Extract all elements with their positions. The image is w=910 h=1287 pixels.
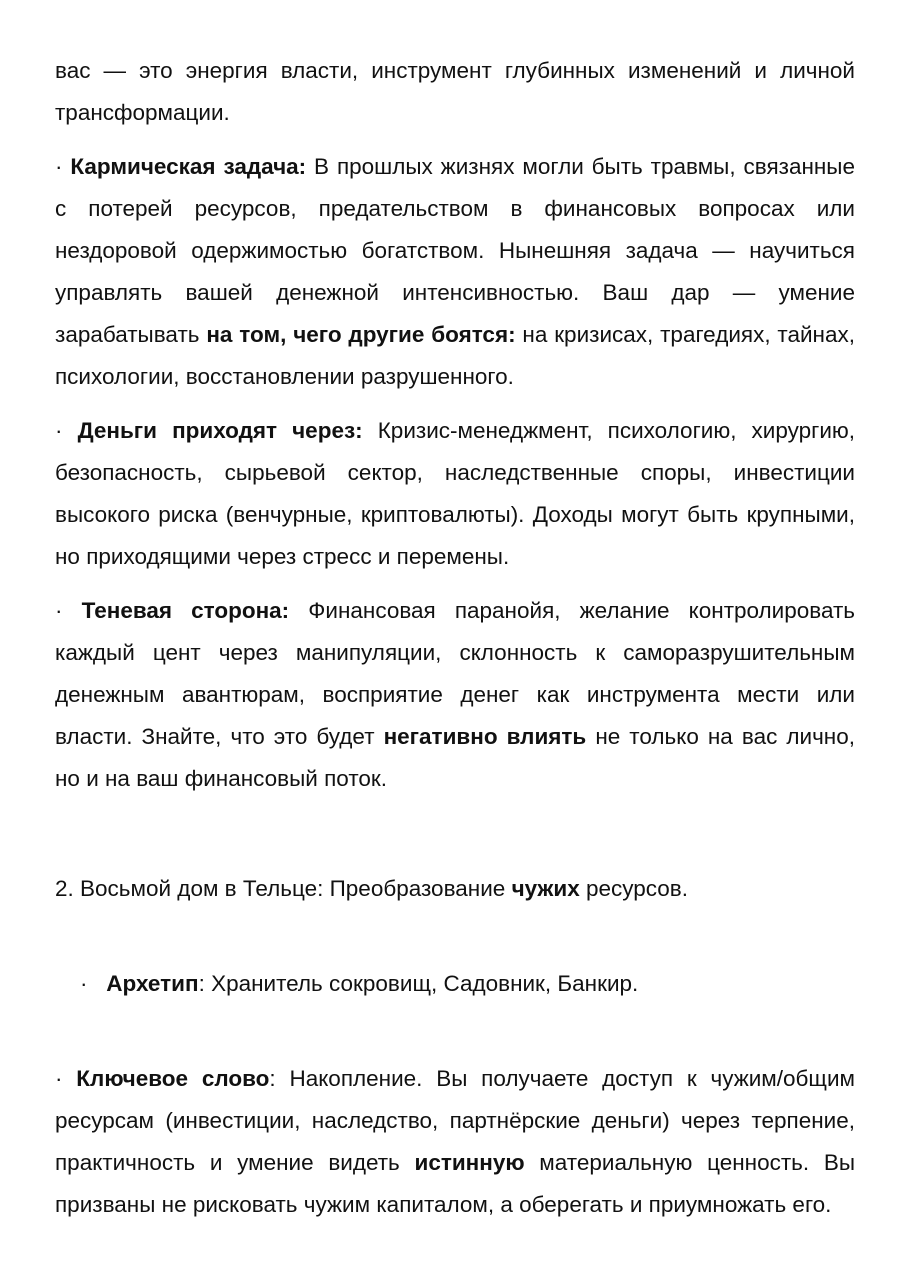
- section-heading-text-end: ресурсов.: [579, 876, 688, 901]
- section-heading-text: 2. Восьмой дом в Тельце: Преобразование: [55, 876, 512, 901]
- keyword-emphasis: истинную: [414, 1150, 525, 1175]
- shadow-side-emphasis: негативно влиять: [383, 724, 587, 749]
- karmic-task-label: Кармическая задача:: [70, 154, 307, 179]
- money-comes-label: Деньги приходят через:: [77, 418, 363, 443]
- intro-text: вас — это энергия власти, инструмент глубинных изменений и личной трансформации.: [55, 58, 855, 125]
- paragraph-intro: [55, 50, 855, 134]
- karmic-task-emphasis: на том, чего другие боятся:: [206, 322, 516, 347]
- section-heading: [55, 868, 855, 910]
- paragraph-karmic-task: [55, 146, 855, 398]
- karmic-task-text-end: на кризисах, трагедиях, тайнах, психологии, восстановлении разрушенного.: [55, 322, 855, 389]
- paragraph-shadow-side: [55, 590, 855, 800]
- bullet-marker: ·: [55, 1066, 77, 1091]
- document-page: [55, 50, 855, 1226]
- archetype-text: : Хранитель сокровищ, Садовник, Банкир.: [198, 971, 639, 996]
- keyword-label: Ключевое слово: [76, 1066, 270, 1091]
- keyword-text-end: материальную ценность. Вы призваны не рисковать чужим капиталом, а оберегать и приумножать его.: [55, 1150, 856, 1217]
- shadow-side-label: Теневая сторона:: [81, 598, 290, 623]
- bullet-marker: ·: [55, 418, 78, 443]
- bullet-marker: ·: [80, 971, 107, 996]
- keyword-text: : Накопление. Вы получаете доступ к чужим/общим ресурсам (инвестиции, наследство, партнёрские деньги) через терпение, практичность и умение видеть: [55, 1066, 855, 1175]
- money-comes-text: Кризис-менеджмент, психологию, хирургию, безопасность, сырьевой сектор, наследственные споры, инвестиции высокого риска (венчурные, криптовалюты). Доходы могут быть крупными, но приходящими через стресс и перемены.: [55, 418, 856, 569]
- bullet-marker: ·: [55, 154, 71, 179]
- karmic-task-text: В прошлых жизнях могли быть травмы, связанные с потерей ресурсов, предательством в финансовых вопросах или нездоровой одержимостью богатством. Нынешняя задача — научиться управлять вашей денежной интенсивностью. Ваш дар — умение зарабатывать: [55, 154, 855, 347]
- shadow-side-text: Финансовая паранойя, желание контролировать каждый цент через манипуляции, склонность к саморазрушительным денежным авантюрам, восприятие денег как инструмента мести или власти. Знайте, что это будет: [55, 598, 856, 749]
- archetype-label: Архетип: [106, 971, 199, 996]
- paragraph-keyword: [55, 1058, 855, 1226]
- section-heading-emphasis: чужих: [511, 876, 580, 901]
- bullet-marker: ·: [55, 598, 82, 623]
- shadow-side-text-end: не только на вас лично, но и на ваш финансовый поток.: [55, 724, 855, 791]
- paragraph-money-comes: [55, 410, 855, 578]
- paragraph-archetype: [55, 921, 855, 1047]
